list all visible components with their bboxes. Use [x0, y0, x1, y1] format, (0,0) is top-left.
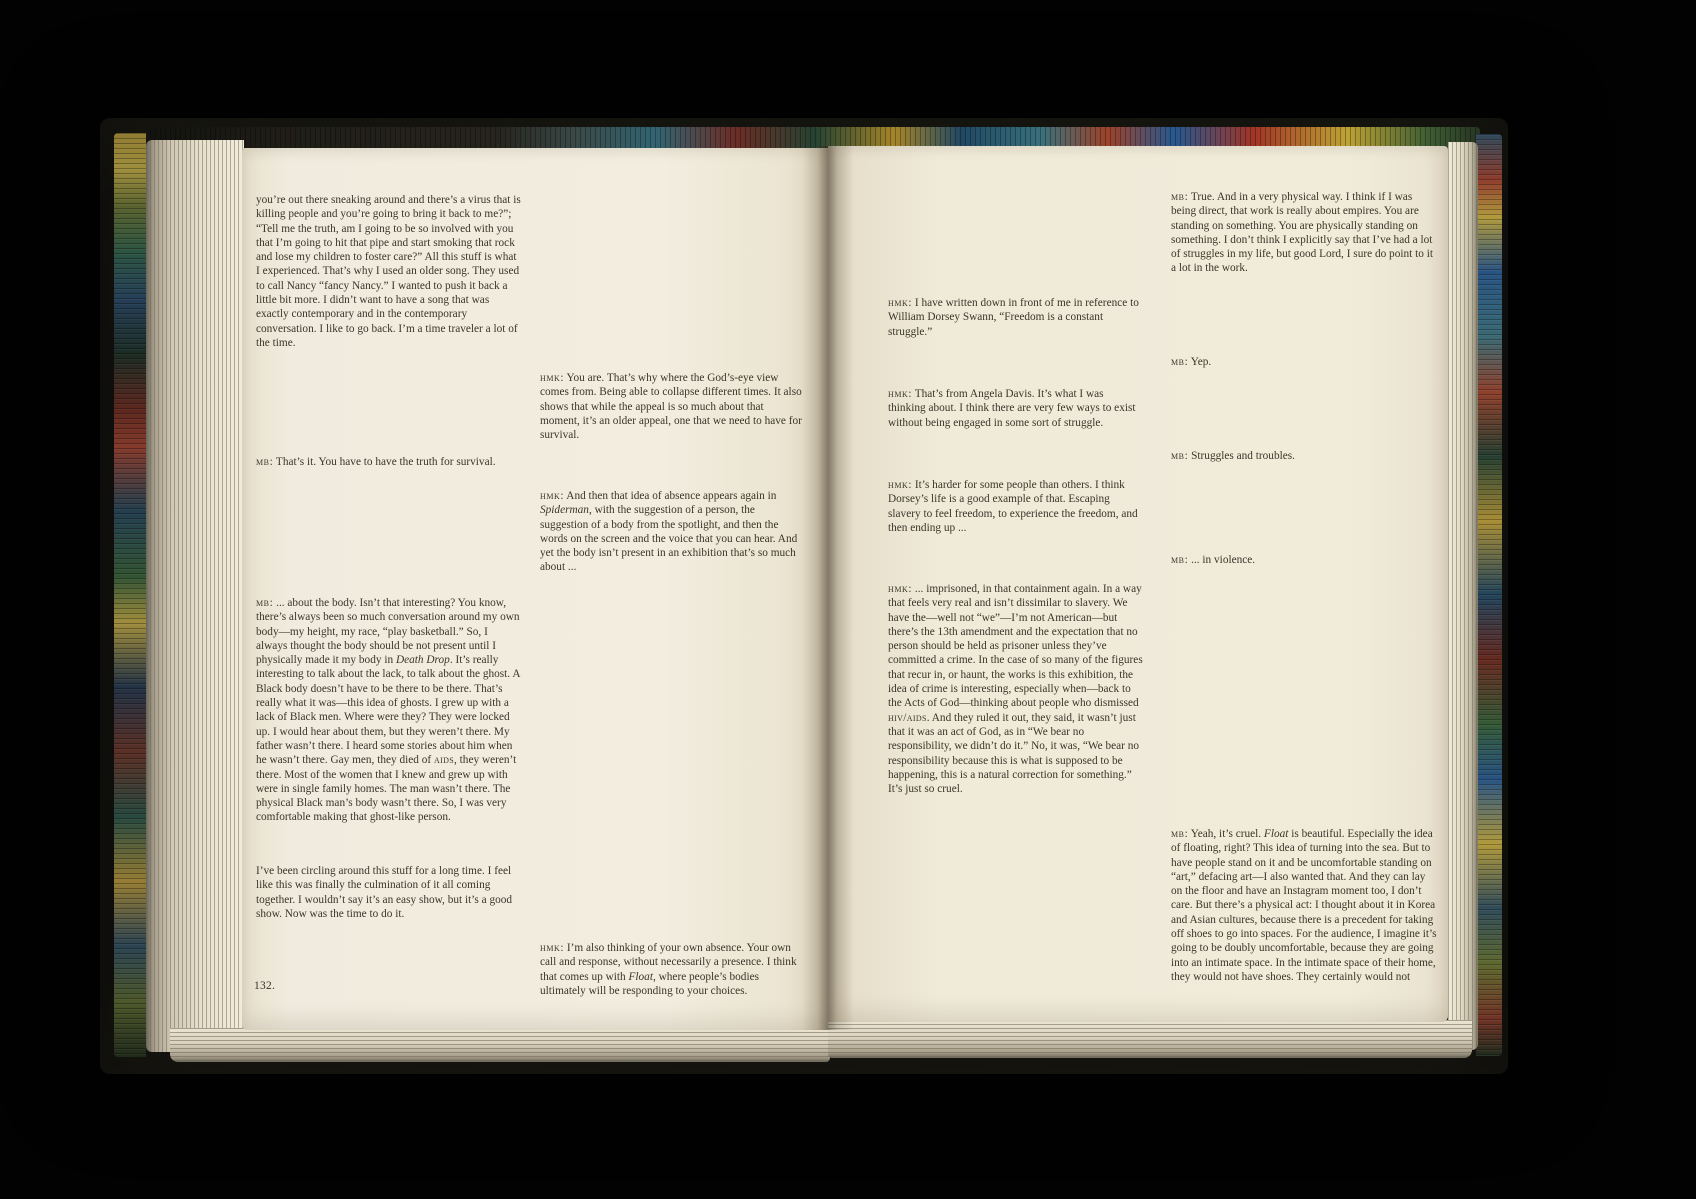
dialogue-block [540, 371, 802, 442]
page-edge-stack-bottom-right [828, 1020, 1472, 1058]
page-edge-stack-right [1448, 142, 1478, 1050]
speaker-label: mb: [256, 456, 274, 468]
dialogue-block [1171, 355, 1439, 369]
printed-fore-edge-left [114, 133, 146, 1057]
dialogue-text: Yep. [1190, 356, 1212, 368]
dialogue-block [888, 478, 1144, 535]
dialogue-block [1171, 190, 1439, 276]
printed-fore-edge-right [1476, 134, 1502, 1056]
page-edge-stack-bottom-left [170, 1028, 830, 1062]
speaker-label: mb: [1171, 450, 1189, 462]
dialogue-block [1171, 553, 1439, 567]
dialogue-text: ... in violence. [1191, 554, 1256, 566]
dialogue-block [256, 864, 522, 921]
dialogue-block [256, 193, 522, 350]
dialogue-block [256, 596, 522, 825]
speaker-label: hmk: [540, 372, 565, 384]
dialogue-text: And then that idea of absence appears again in Spiderman, with the suggestion of a person, the suggestion of a body from the spotlight, and then the words on the screen and the voice that you can hear. And yet the body isn’t present in an exhibition that’s so much about ... [540, 490, 798, 574]
page-number: 132. [254, 980, 276, 992]
book-gutter [802, 146, 854, 1030]
dialogue-text: Struggles and troubles. [1191, 450, 1295, 462]
dialogue-block [888, 582, 1144, 796]
page-edge-stack-left [146, 140, 244, 1052]
speaker-label: hmk: [540, 942, 565, 954]
dialogue-text: That’s from Angela Davis. It’s what I was thinking about. I think there are very few ways to exist without being engaged in some sort of struggle. [888, 388, 1136, 429]
dialogue-block [1171, 827, 1439, 984]
dialogue-block [1171, 449, 1439, 463]
speaker-label: hmk: [888, 479, 913, 491]
dialogue-text: I have written down in front of me in reference to William Dorsey Swann, “Freedom is a constant struggle.” [888, 297, 1139, 338]
dialogue-text: I’m also thinking of your own absence. Your own call and response, without necessarily a presence. I think that comes up with Float, where people’s bodies ultimately will be responding to your choices. [540, 942, 797, 997]
speaker-label: mb: [1171, 191, 1189, 203]
dialogue-block [540, 489, 802, 575]
speaker-label: hmk: [888, 388, 913, 400]
speaker-label: mb: [1171, 356, 1189, 368]
dialogue-text: You are. That’s why where the God’s-eye view comes from. Being able to collapse different times. It also shows that while the appeal is so much about that moment, it’s an older appeal, one that we need to have for survival. [540, 372, 802, 442]
dialogue-text: I’ve been circling around this stuff for a long time. I feel like this was finally the culmination of it all coming together. I wouldn’t say it’s an easy show, but it’s a good show. Now was the time to do it. [256, 865, 513, 920]
dialogue-block [888, 296, 1144, 339]
speaker-label: mb: [1171, 828, 1189, 840]
speaker-label: mb: [256, 597, 274, 609]
dialogue-text: True. And in a very physical way. I think if I was being direct, that work is really about empires. You are standing on something. You are physically standing on something. I don’t think I explicitly say that I’ve had a lot of struggles in my life, but good Lord, I sure do point to it a lot in the work. [1171, 191, 1433, 275]
dialogue-text: It’s harder for some people than others. I think Dorsey’s life is a good example of that. Escaping slavery to feel freedom, to experience the freedom, and then ending up ... [888, 479, 1138, 534]
dialogue-text: ... about the body. Isn’t that interesting? You know, there’s always been so much conversation around my own body—my height, my race, “play basketball.” So, I always thought the body should be not present until I physically made it my body in Death Drop. It’s really interesting to talk about the lack, to talk about the ghost. A Black body doesn’t have to be there to be there. That’s really what it was—this idea of ghosts. I grew up with a lack of Black men. Where were they? They were locked up. I would hear about them, but they weren’t there. My father wasn’t there. I heard some stories about him when he wasn’t there. Gay men, they died of aids, they weren’t there. Most of the women that I knew and grew up with were in single family homes. The man wasn’t there. The physical Black man’s body wasn’t there. So, I was very comfortable making that ghost-like person. [256, 597, 520, 824]
dialogue-text: That’s it. You have to have the truth for survival. [275, 456, 496, 468]
dialogue-text: you’re out there sneaking around and there’s a virus that is killing people and you’re going to bring it back to me?”; “Tell me the truth, am I going to be so involved with you that I’m going to hit that pipe and start smoking that rock and lose my children to foster care?” All this stuff is what I experienced. That’s why I used an older song. They used to call Nancy “fancy Nancy.” I wanted to push it back a little bit more. I didn’t want to have a song that was exactly contemporary and in the contemporary conversation. I like to go back. I’m a time traveler a lot of the time. [256, 194, 521, 349]
dialogue-block [888, 387, 1144, 430]
dialogue-text: ... imprisoned, in that containment again. In a way that feels very real and isn’t dissimilar to slavery. We have the—well not “we”—I’m not American—but there’s the 13th amendment and the expectation that no person should be held as prisoner unless they’ve committed a crime. In the case of so many of the figures that recur in, or haunt, the works is this exhibition, the idea of crime is interesting, especially when—back to the Acts of God—thinking about people who dismissed hiv/aids. And they ruled it out, they said, it wasn’t just that it was an act of God, as in “We bear no responsibility, we didn’t do it.” No, it was, “We bear no responsibility because this is what is supposed to be happening, this is a natural correction for something.” It’s just so cruel. [888, 583, 1143, 796]
speaker-label: hmk: [888, 583, 913, 595]
speaker-label: mb: [1171, 554, 1189, 566]
speaker-label: hmk: [540, 490, 565, 502]
dialogue-block [256, 455, 522, 469]
dialogue-block [540, 941, 802, 998]
speaker-label: hmk: [888, 297, 913, 309]
dialogue-text: Yeah, it’s cruel. Float is beautiful. Especially the idea of floating, right? This idea of turning into the sea. But to have people stand on it and be uncomfortable standing on “art,” defacing art—I also wanted that. And they can lay on the floor and have an Instagram moment too, I don’t care. But there’s a physical act: I thought about it in Korea and Asian cultures, because there is a precedent for taking off shoes to go into spaces. For the audience, I imagine it’s going to be doubly uncomfortable, because they are going into an intimate space. In the intimate space of their home, they would not have shoes. They certainly would not [1171, 828, 1437, 983]
